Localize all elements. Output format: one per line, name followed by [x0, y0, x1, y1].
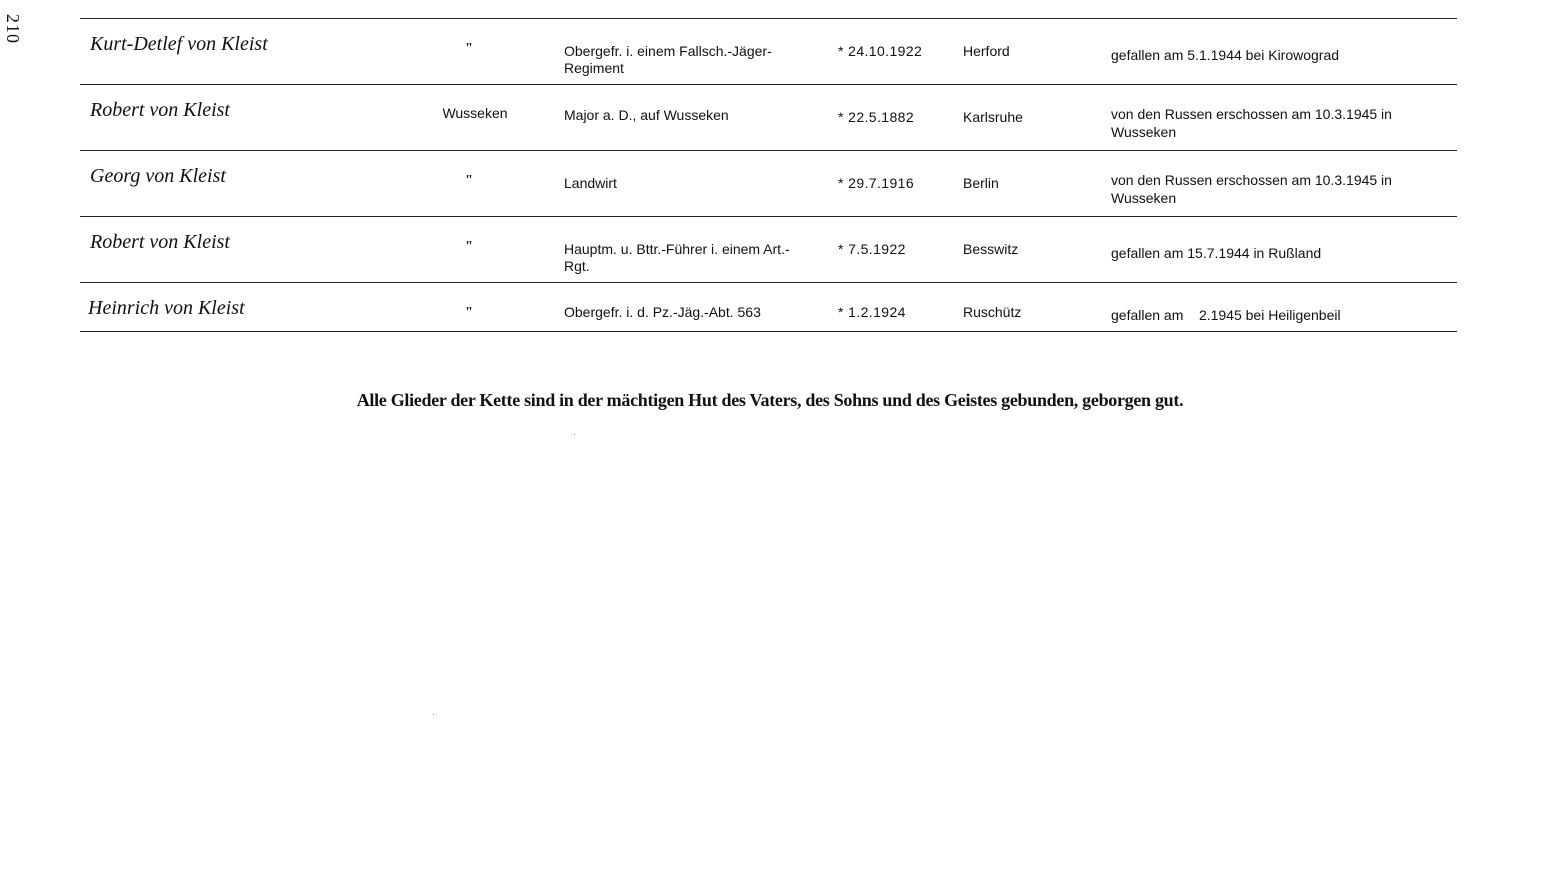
rank-occupation: Obergefr. i. d. Pz.-Jäg.-Abt. 563	[564, 304, 761, 320]
table-row	[80, 282, 1457, 332]
person-name: Robert von Kleist	[90, 231, 230, 253]
closing-verse	[0, 390, 1540, 411]
scan-speck	[574, 434, 575, 435]
birth-place: Herford	[963, 43, 1010, 59]
fate: gefallen am 15.7.1944 in Rußland	[1111, 245, 1322, 261]
birth-place: Ruschütz	[963, 304, 1022, 320]
fate: gefallen am 2.1945 bei Heiligenbeil	[1111, 307, 1341, 323]
rank-occupation: Obergefr. i. einem Fallsch.-Jäger-Regiment	[564, 43, 772, 76]
table-row	[80, 150, 1457, 216]
birth-date: * 29.7.1916	[838, 175, 915, 191]
fate: von den Russen erschossen am 10.3.1945 in Wusseken	[1111, 172, 1392, 206]
birth-date: * 7.5.1922	[838, 241, 906, 257]
kleist-register-table	[80, 18, 1457, 332]
fate: gefallen am 5.1.1944 bei Kirowograd	[1111, 47, 1340, 63]
residence: Wusseken	[442, 105, 508, 121]
person-name: Kurt-Detlef von Kleist	[90, 33, 268, 55]
birth-place: Karlsruhe	[963, 109, 1023, 125]
person-name: Georg von Kleist	[90, 165, 226, 187]
table-row	[80, 18, 1457, 84]
rank-occupation: Hauptm. u. Bttr.-Führer i. einem Art.-Rgt.	[564, 241, 790, 274]
residence-ditto: "	[465, 41, 473, 56]
scan-speck	[433, 714, 434, 715]
birth-place: Berlin	[963, 175, 999, 191]
birth-date: * 24.10.1922	[838, 43, 923, 59]
birth-date: * 22.5.1882	[838, 109, 915, 125]
birth-date: * 1.2.1924	[838, 304, 906, 320]
residence-ditto: "	[465, 305, 473, 320]
residence-ditto: "	[465, 173, 473, 188]
page-number: 210	[3, 14, 23, 44]
person-name: Heinrich von Kleist	[88, 297, 245, 319]
birth-place: Besswitz	[963, 241, 1019, 257]
table-row	[80, 216, 1457, 282]
rank-occupation: Major a. D., auf Wusseken	[564, 107, 729, 123]
rank-occupation: Landwirt	[564, 175, 617, 191]
fate: von den Russen erschossen am 10.3.1945 in Wusseken	[1111, 106, 1392, 140]
residence-ditto: "	[465, 239, 473, 254]
person-name: Robert von Kleist	[90, 99, 230, 121]
closing-verse-text: Alle Glieder der Kette sind in der mächtigen Hut des Vaters, des Sohns und des Geistes gebunden, geborgen gut.	[356, 390, 1184, 410]
table-row	[80, 84, 1457, 150]
